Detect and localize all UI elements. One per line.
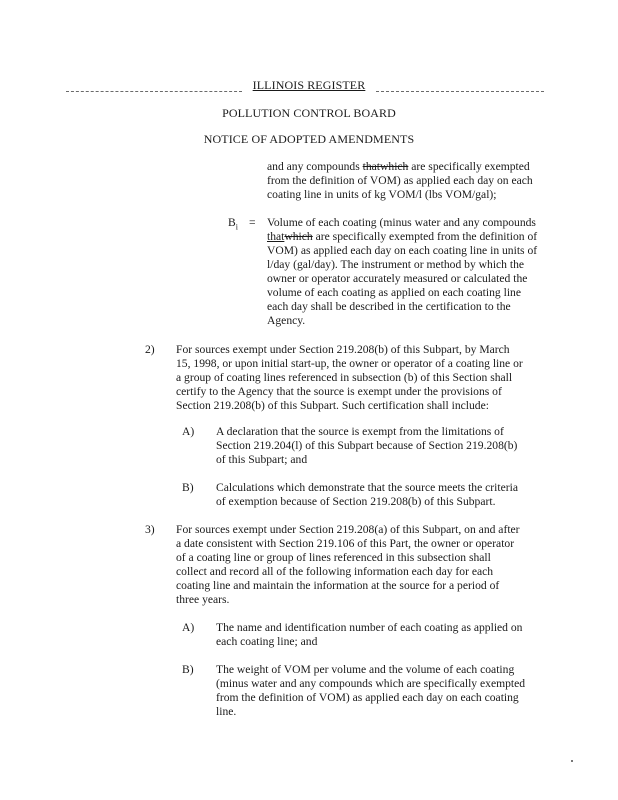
line: of exemption because of Section 219.208(b) of this Subpart. (216, 495, 496, 508)
line: The weight of VOM per volume and the volume of each coating (216, 663, 515, 676)
item-number-3: 3) (145, 523, 155, 536)
line (267, 230, 537, 244)
struck-text: thatwhich (362, 160, 409, 173)
line: three years. (176, 593, 230, 606)
line: Calculations which demonstrate that the source meets the criteria (216, 481, 518, 494)
paragraph-3 (176, 523, 520, 607)
line: a group of coating lines referenced in subsection (b) of this Section shall (176, 371, 513, 384)
line: owner or operator accurately measured or calculated the (267, 272, 528, 285)
subitem-2b (216, 481, 518, 509)
agency-name: POLLUTION CONTROL BOARD (222, 106, 396, 120)
symbol: B (228, 216, 236, 229)
item-number-2: 2) (145, 343, 155, 356)
line: coating line in units of kg VOM/l (lbs VOM/gal); (267, 188, 497, 201)
line: certify to the Agency that the source is exempt under the provisions of (176, 385, 502, 398)
equals-sign: = (249, 216, 256, 229)
subitem-2a-label: A) (182, 425, 195, 438)
subitem-3a (216, 621, 522, 649)
line: Volume of each coating (minus water and any compounds (267, 216, 536, 229)
text-fragment: are specifically exempted (408, 160, 530, 173)
subitem-3b-label: B) (182, 663, 194, 676)
text-fragment: are specifically exempted from the definition of (312, 230, 538, 243)
line: of a coating line or group of lines referenced in this subsection shall (176, 551, 491, 564)
line: Agency. (267, 314, 306, 327)
line: A declaration that the source is exempt from the limitations of (216, 425, 504, 438)
line: Section 219.208(b) of this Subpart. Such certification shall include: (176, 399, 489, 412)
line: a date consistent with Section 219.106 of this Part, the owner or operator (176, 537, 515, 550)
line: 15, 1998, or upon initial start-up, the owner or operator of a coating line or (176, 357, 523, 370)
inserted-text: that (267, 230, 285, 243)
line: each coating line; and (216, 635, 318, 648)
register-title: ILLINOIS REGISTER (252, 78, 366, 92)
line: For sources exempt under Section 219.208(b) of this Subpart, by March (176, 343, 510, 356)
line: of this Subpart; and (216, 453, 308, 466)
subscript: i (235, 222, 238, 232)
text-fragment: and any compounds (267, 160, 363, 173)
line: line. (216, 705, 237, 718)
notice-heading: NOTICE OF ADOPTED AMENDMENTS (203, 132, 415, 146)
subitem-3b (216, 663, 525, 719)
bi-definition (267, 216, 537, 328)
subitem-2b-label: B) (182, 481, 194, 494)
subitem-2a (216, 425, 517, 467)
continued-text (267, 160, 533, 202)
line: For sources exempt under Section 219.208(a) of this Subpart, on and after (176, 523, 520, 536)
line: VOM) as applied each day on each coating line in units of (267, 244, 538, 257)
line: coating line and maintain the information at the source for a period of (176, 579, 500, 592)
line: l/day (gal/day). The instrument or method by which the (267, 258, 525, 271)
line: volume of each coating as applied on each coating line (267, 286, 521, 299)
line: each day shall be described in the certification to the (267, 300, 511, 313)
bi-symbol (228, 216, 238, 234)
scan-speck (571, 760, 573, 762)
line: (minus water and any compounds which are specifically exempted (216, 677, 526, 690)
line: The name and identification number of each coating as applied on (216, 621, 523, 634)
struck-text: which (284, 230, 313, 243)
line (267, 160, 533, 174)
line: Section 219.204(l) of this Subpart because of Section 219.208(b) (216, 439, 518, 452)
line: from the definition of VOM) as applied each day on each (267, 174, 533, 187)
paragraph-2 (176, 343, 523, 413)
subitem-3a-label: A) (182, 621, 195, 634)
line: collect and record all of the following information each day for each (176, 565, 494, 578)
line: from the definition of VOM) as applied each day on each coating (216, 691, 519, 704)
